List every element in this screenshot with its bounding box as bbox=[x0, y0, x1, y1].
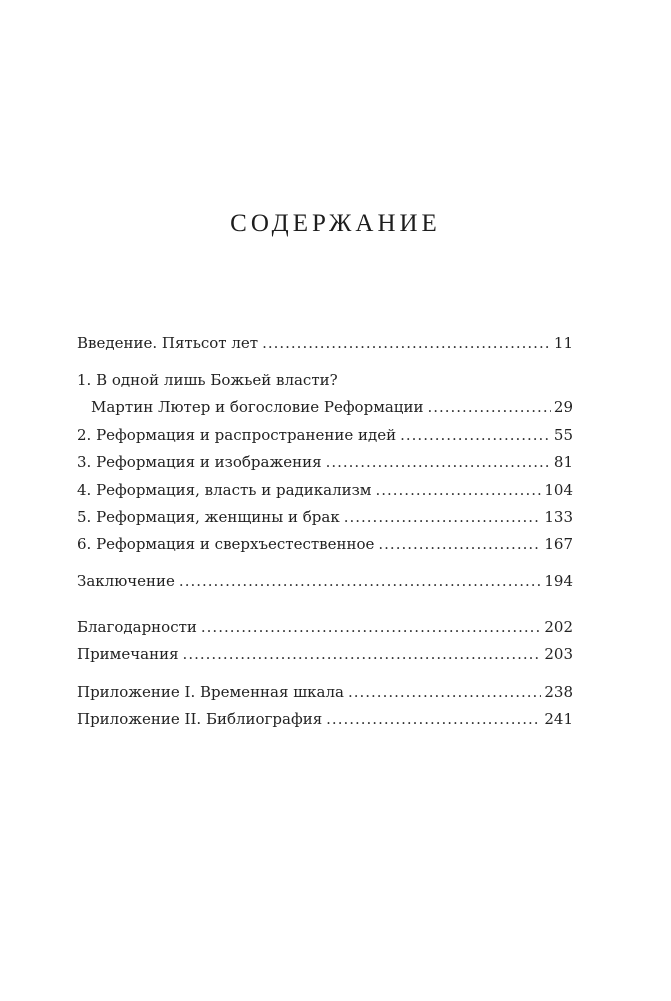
toc-page: 203 bbox=[544, 645, 573, 663]
toc-entry[interactable] bbox=[77, 425, 573, 445]
toc-page: 81 bbox=[553, 453, 573, 471]
toc-page: 238 bbox=[544, 683, 573, 701]
dot-leader bbox=[201, 617, 541, 637]
toc-label: Введение. Пятьсот лет bbox=[77, 334, 259, 352]
dot-leader bbox=[344, 507, 542, 527]
toc-label: Заключение bbox=[77, 572, 175, 590]
toc-label: Мартин Лютер и богословие Реформации bbox=[91, 398, 424, 416]
dot-leader bbox=[183, 644, 542, 664]
toc-entry[interactable] bbox=[77, 682, 573, 702]
toc-entry[interactable] bbox=[77, 480, 573, 500]
dot-leader bbox=[348, 682, 541, 702]
toc-page: 202 bbox=[544, 618, 573, 636]
toc-label: 3. Реформация и изображения bbox=[77, 453, 322, 471]
toc-entry[interactable] bbox=[77, 534, 573, 554]
toc-page: 104 bbox=[544, 481, 573, 499]
dot-leader bbox=[326, 452, 551, 472]
dot-leader bbox=[400, 425, 551, 445]
dot-leader bbox=[378, 534, 541, 554]
toc-page: 55 bbox=[553, 426, 573, 444]
toc-entry[interactable] bbox=[77, 333, 573, 353]
dot-leader bbox=[262, 333, 551, 353]
toc-entry[interactable] bbox=[77, 370, 573, 417]
toc-label: Приложение II. Библиография bbox=[77, 710, 323, 728]
toc-entry[interactable] bbox=[77, 571, 573, 591]
toc-entry[interactable] bbox=[77, 507, 573, 527]
toc-label: Приложение I. Временная шкала bbox=[77, 683, 344, 701]
toc-page: 29 bbox=[553, 398, 573, 416]
toc-label: 4. Реформация, власть и радикализм bbox=[77, 481, 372, 499]
toc-page: 11 bbox=[553, 334, 573, 352]
toc-label: Примечания bbox=[77, 645, 179, 663]
dot-leader bbox=[427, 397, 550, 417]
toc-entry[interactable] bbox=[77, 644, 573, 664]
toc-page: 194 bbox=[544, 572, 573, 590]
toc-entry[interactable] bbox=[77, 452, 573, 472]
toc-page: 167 bbox=[544, 535, 573, 553]
page-title: СОДЕРЖАНИЕ bbox=[230, 210, 441, 237]
dot-leader bbox=[375, 480, 541, 500]
toc-label-line1: 1. В одной лишь Божьей власти? bbox=[77, 371, 338, 389]
toc-page: 241 bbox=[544, 710, 573, 728]
toc-label: 6. Реформация и сверхъестественное bbox=[77, 535, 375, 553]
toc-entry[interactable] bbox=[77, 709, 573, 729]
toc-label: Благодарности bbox=[77, 618, 197, 636]
dot-leader bbox=[326, 709, 541, 729]
toc-page: 133 bbox=[544, 508, 573, 526]
dot-leader bbox=[179, 571, 541, 591]
toc-label: 5. Реформация, женщины и брак bbox=[77, 508, 340, 526]
toc-entry[interactable] bbox=[77, 617, 573, 637]
toc-label: 2. Реформация и распространение идей bbox=[77, 426, 397, 444]
